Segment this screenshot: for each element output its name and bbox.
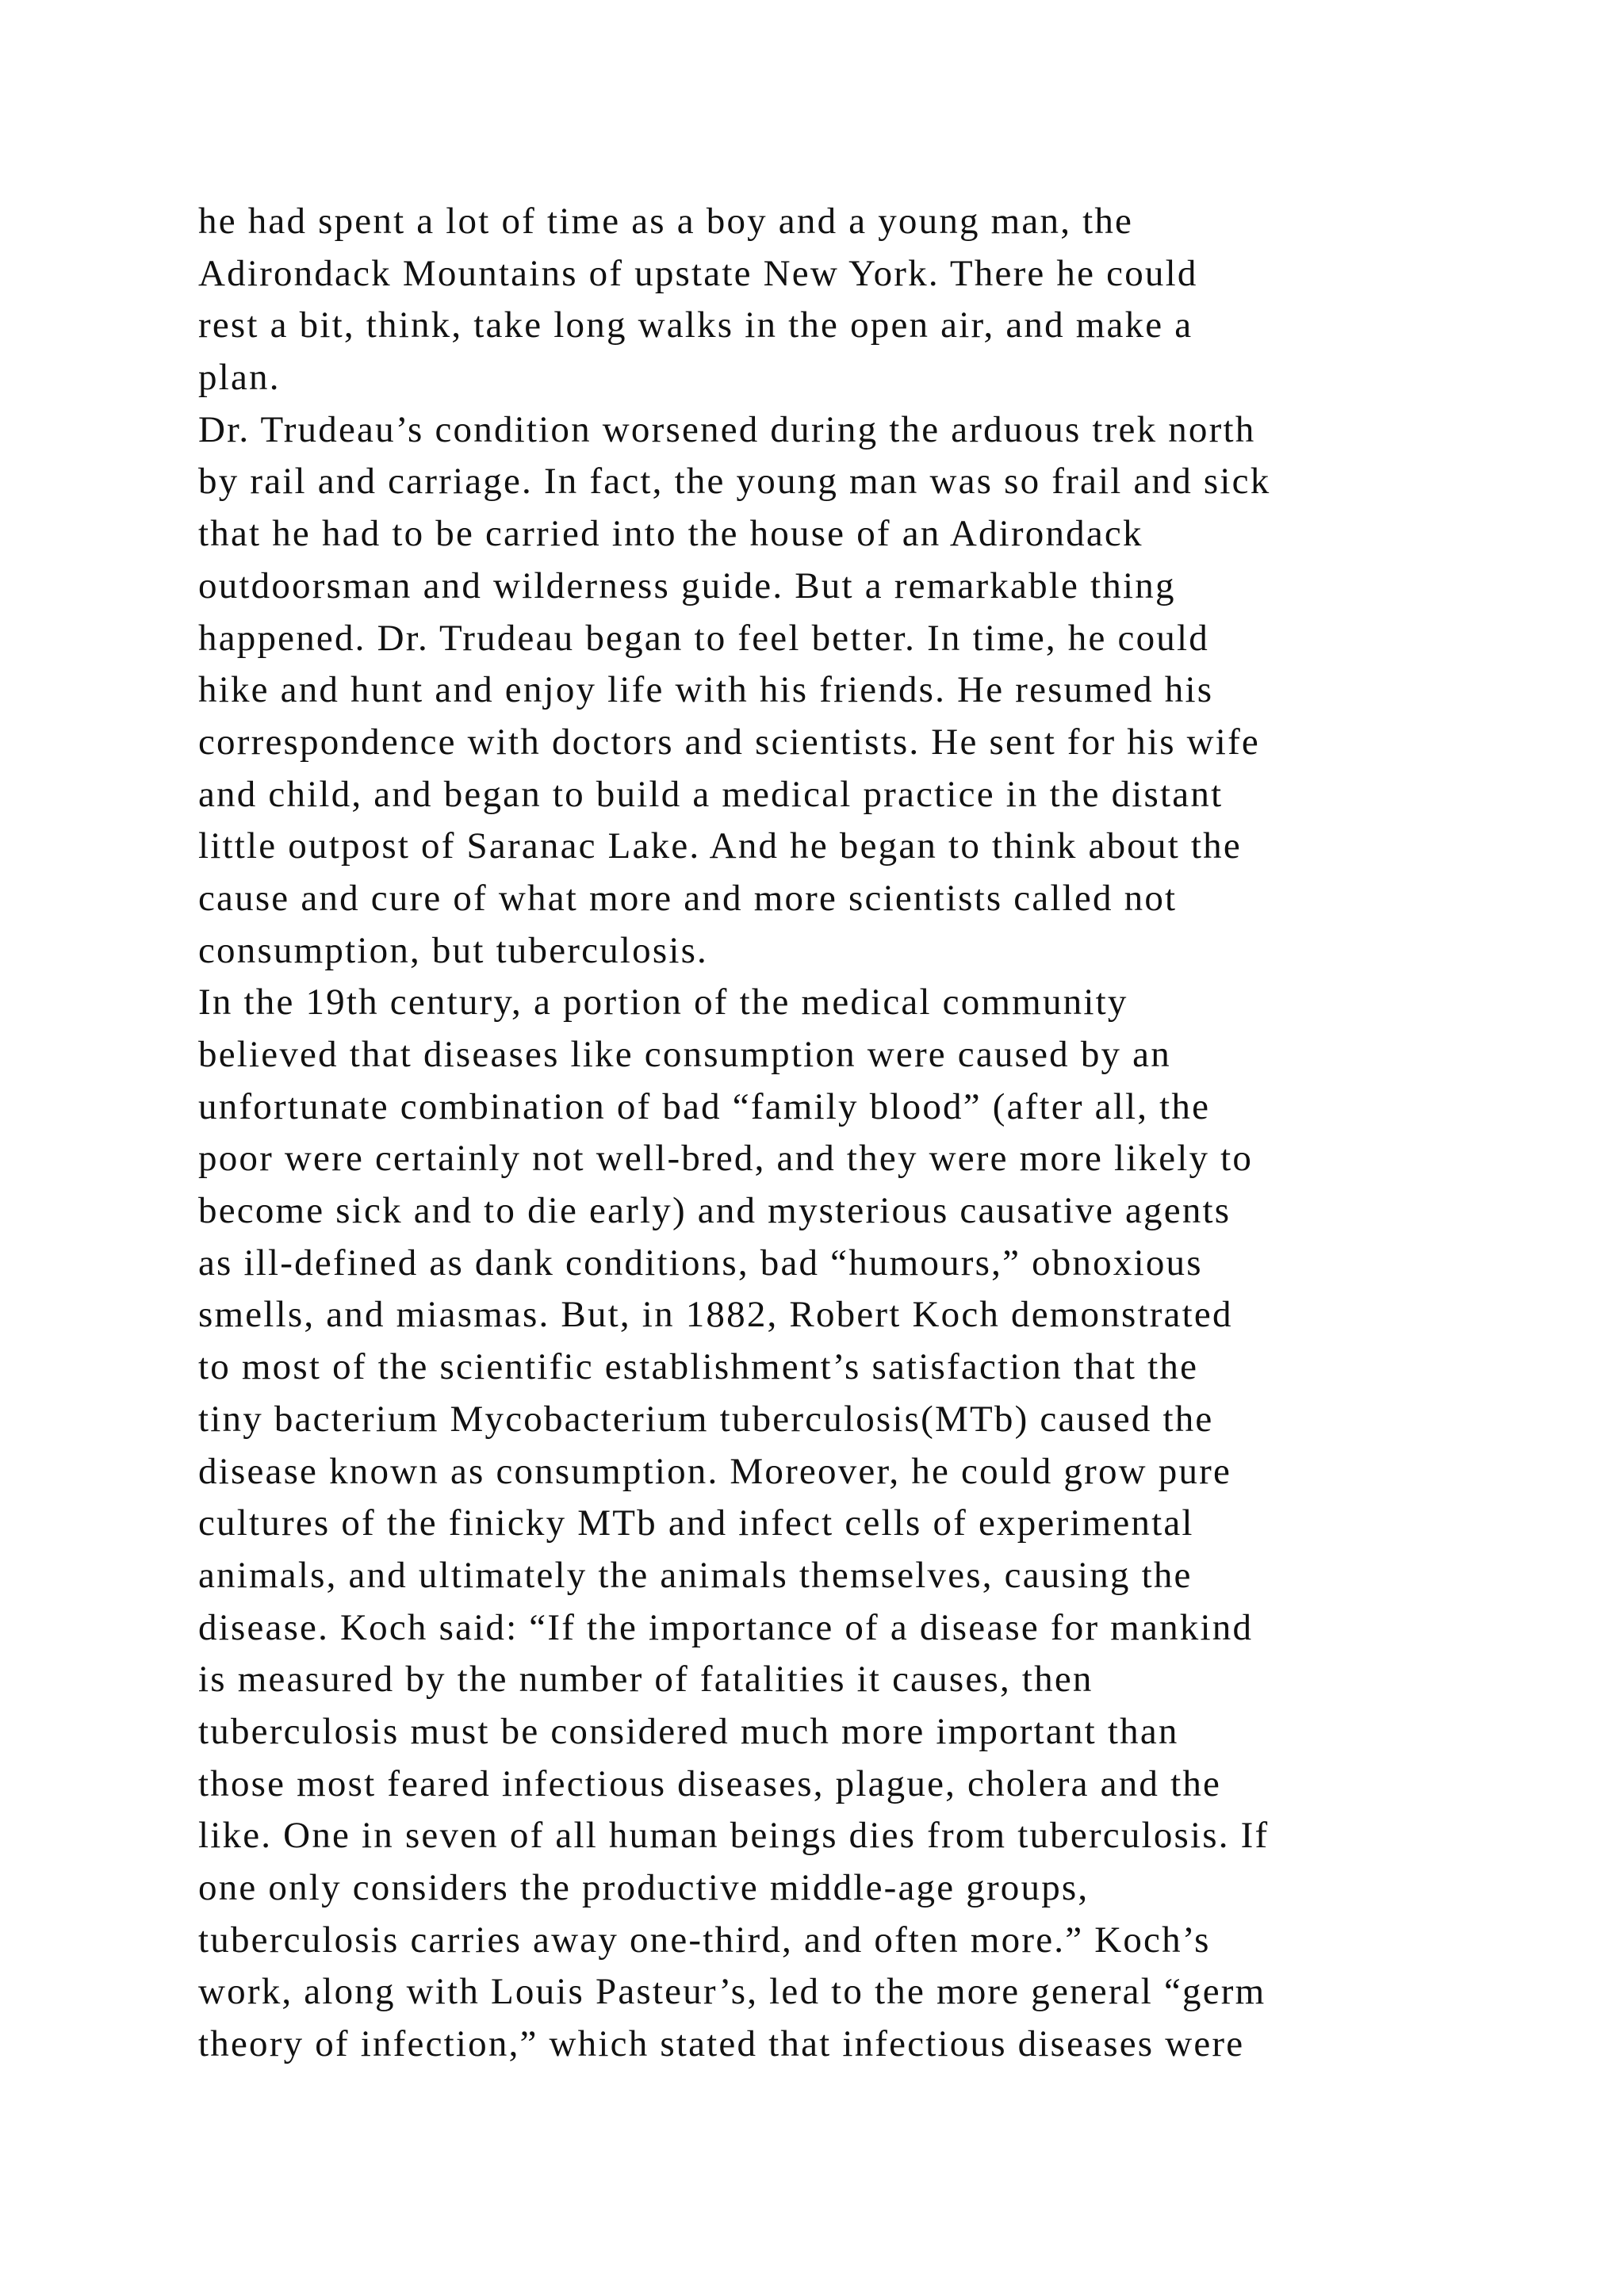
text-line: work, along with Louis Pasteur’s, led to the more general “germ	[198, 1971, 1266, 2013]
text-line: happened. Dr. Trudeau began to feel better. In time, he could	[198, 617, 1209, 659]
text-line: cause and cure of what more and more scientists called not	[198, 877, 1178, 919]
text-line: smells, and miasmas. But, in 1882, Robert Koch demonstrated	[198, 1294, 1233, 1336]
text-line: plan.	[198, 357, 281, 399]
text-line: little outpost of Saranac Lake. And he began to think about the	[198, 825, 1242, 867]
text-line: tiny bacterium Mycobacterium tuberculosis(MTb) caused the	[198, 1398, 1214, 1440]
text-line: tuberculosis must be considered much more important than	[198, 1710, 1179, 1752]
body-text	[198, 196, 1483, 2071]
text-line: believed that diseases like consumption were caused by an	[198, 1034, 1171, 1075]
text-line: correspondence with doctors and scientists. He sent for his wife	[198, 721, 1260, 763]
text-line: one only considers the productive middle-age groups,	[198, 1867, 1090, 1908]
text-line: Dr. Trudeau’s condition worsened during the arduous trek north	[198, 408, 1256, 450]
text-line: animals, and ultimately the animals themselves, causing the	[198, 1554, 1193, 1596]
text-line: cultures of the finicky MTb and infect cells of experimental	[198, 1502, 1194, 1544]
text-line: to most of the scientific establishment’s satisfaction that the	[198, 1346, 1199, 1388]
text-line: poor were certainly not well-bred, and they were more likely to	[198, 1138, 1254, 1180]
text-line: like. One in seven of all human beings dies from tuberculosis. If	[198, 1815, 1270, 1857]
text-line: as ill-defined as dank conditions, bad “humours,” obnoxious	[198, 1242, 1203, 1284]
text-line: hike and hunt and enjoy life with his friends. He resumed his	[198, 669, 1214, 711]
text-line: unfortunate combination of bad “family blood” (after all, the	[198, 1085, 1211, 1127]
text-line: become sick and to die early) and mysterious causative agents	[198, 1190, 1231, 1232]
text-line: by rail and carriage. In fact, the young man was so frail and sick	[198, 461, 1271, 503]
text-line: outdoorsman and wilderness guide. But a remarkable thing	[198, 564, 1176, 607]
text-line: tuberculosis carries away one-third, and often more.” Koch’s	[198, 1919, 1211, 1961]
text-line: he had spent a lot of time as a boy and a young man, the	[198, 201, 1134, 242]
text-line: those most feared infectious diseases, plague, cholera and the	[198, 1762, 1222, 1804]
text-line: that he had to be carried into the house of an Adirondack	[198, 513, 1143, 555]
text-line: Adirondack Mountains of upstate New York. There he could	[198, 252, 1198, 294]
text-line: disease known as consumption. Moreover, he could grow pure	[198, 1450, 1232, 1492]
text-line: rest a bit, think, take long walks in the open air, and make a	[198, 304, 1193, 346]
text-line: theory of infection,” which stated that infectious diseases were	[198, 2023, 1245, 2065]
text-line: disease. Koch said: “If the importance of a disease for mankind	[198, 1606, 1254, 1648]
text-line: consumption, but tuberculosis.	[198, 929, 709, 971]
text-line: In the 19th century, a portion of the medical community	[198, 982, 1128, 1024]
text-line: and child, and began to build a medical practice in the distant	[198, 773, 1224, 815]
text-line: is measured by the number of fatalities it causes, then	[198, 1659, 1094, 1701]
